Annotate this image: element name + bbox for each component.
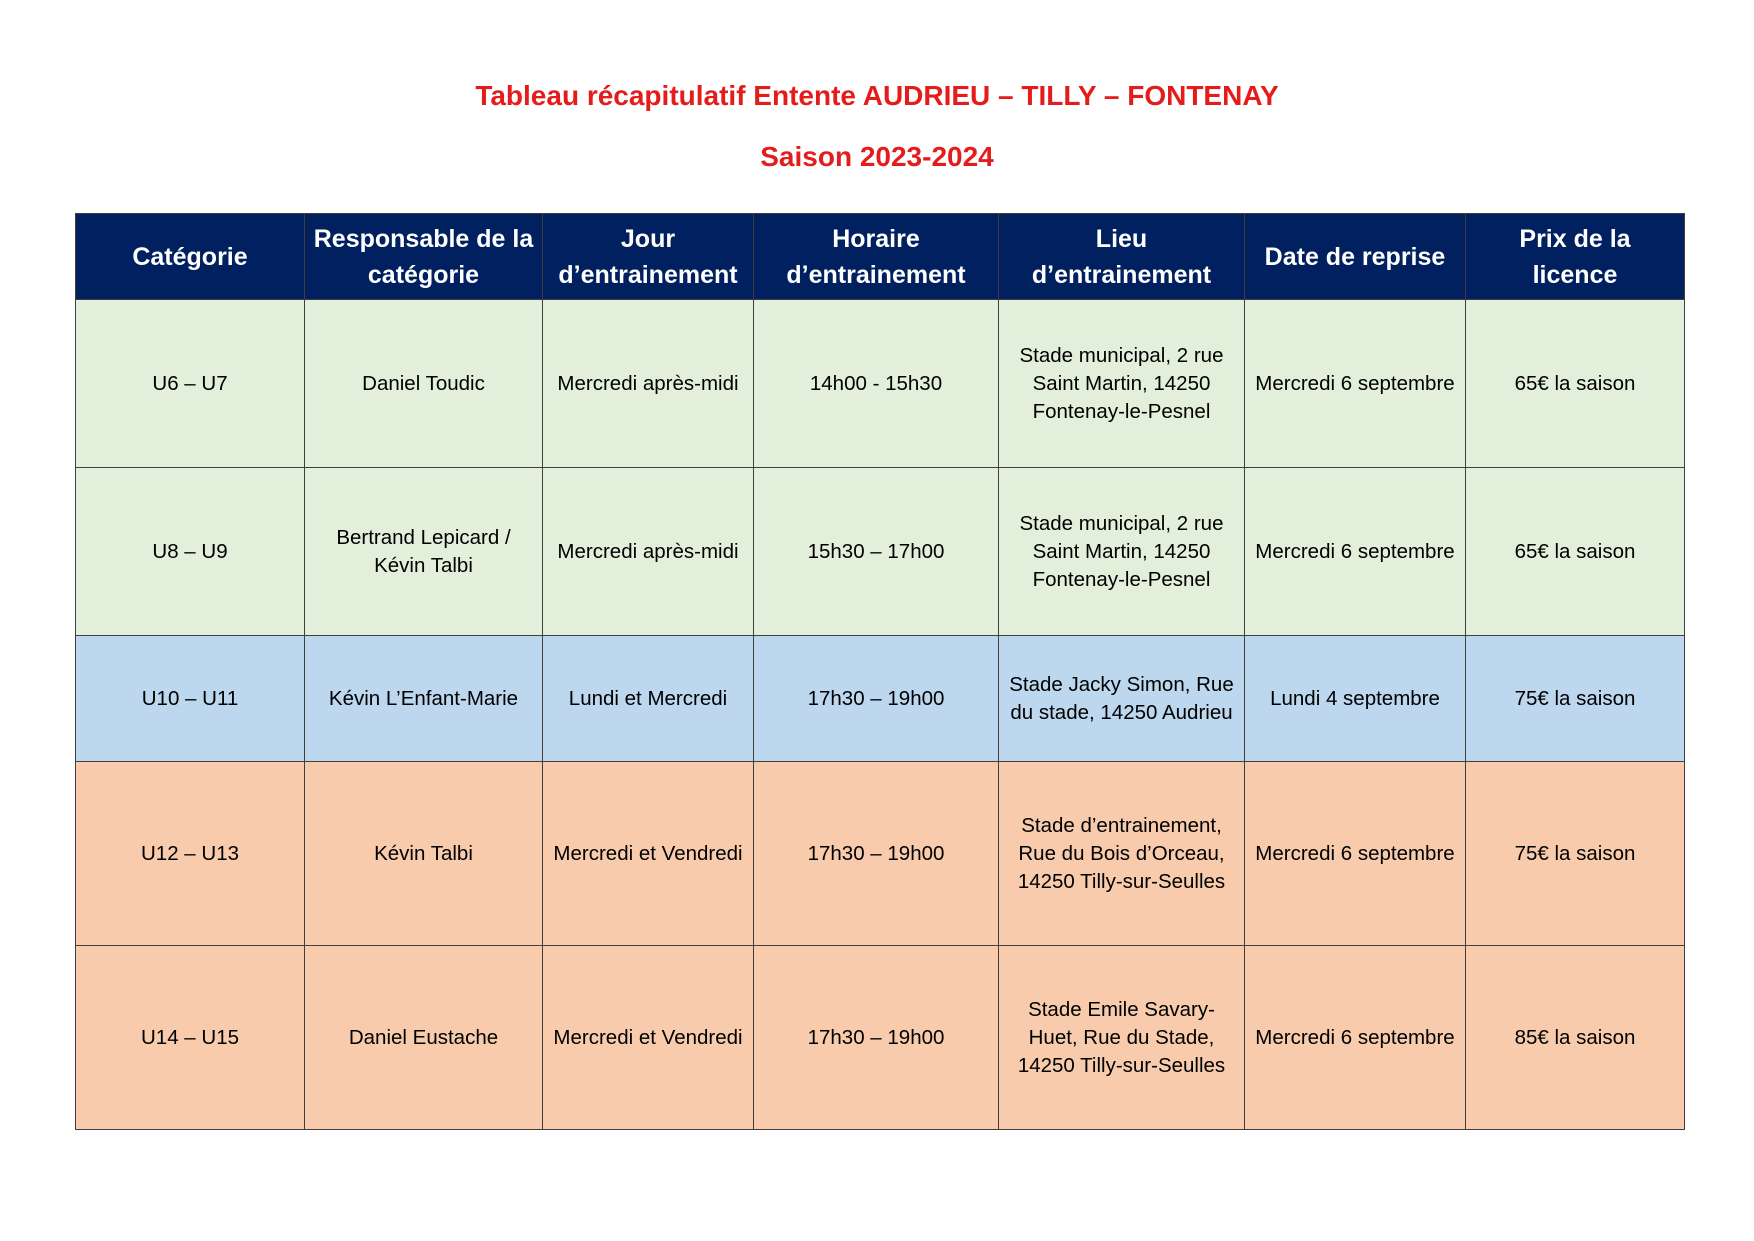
cell-jour: Mercredi après-midi <box>543 468 754 636</box>
cell-prix: 75€ la saison <box>1466 636 1685 762</box>
cell-responsable: Kévin L’Enfant-Marie <box>305 636 543 762</box>
cell-date-reprise: Mercredi 6 septembre <box>1245 762 1466 946</box>
cell-lieu: Stade Emile Savary-Huet, Rue du Stade, 14250 Tilly-sur-Seulles <box>999 946 1245 1130</box>
cell-horaire: 14h00 - 15h30 <box>754 300 999 468</box>
cell-categorie: U10 – U11 <box>76 636 305 762</box>
cell-prix: 85€ la saison <box>1466 946 1685 1130</box>
table-row <box>76 946 1685 1130</box>
cell-lieu: Stade Jacky Simon, Rue du stade, 14250 Audrieu <box>999 636 1245 762</box>
cell-horaire: 17h30 – 19h00 <box>754 636 999 762</box>
cell-prix: 65€ la saison <box>1466 468 1685 636</box>
cell-lieu: Stade municipal, 2 rue Saint Martin, 14250 Fontenay-le-Pesnel <box>999 468 1245 636</box>
summary-table <box>75 213 1685 1130</box>
cell-jour: Mercredi après-midi <box>543 300 754 468</box>
cell-jour: Mercredi et Vendredi <box>543 762 754 946</box>
cell-responsable: Kévin Talbi <box>305 762 543 946</box>
document-title: Tableau récapitulatif Entente AUDRIEU – TILLY – FONTENAY <box>475 80 1279 111</box>
cell-horaire: 15h30 – 17h00 <box>754 468 999 636</box>
table-row <box>76 468 1685 636</box>
cell-categorie: U12 – U13 <box>76 762 305 946</box>
cell-date-reprise: Mercredi 6 septembre <box>1245 946 1466 1130</box>
header-responsable: Responsable de la catégorie <box>305 214 543 300</box>
header-date-reprise: Date de reprise <box>1245 214 1466 300</box>
cell-jour: Lundi et Mercredi <box>543 636 754 762</box>
cell-horaire: 17h30 – 19h00 <box>754 946 999 1130</box>
table-header-row <box>76 214 1685 300</box>
cell-horaire: 17h30 – 19h00 <box>754 762 999 946</box>
cell-date-reprise: Lundi 4 septembre <box>1245 636 1466 762</box>
cell-lieu: Stade d’entrainement, Rue du Bois d’Orceau, 14250 Tilly-sur-Seulles <box>999 762 1245 946</box>
cell-jour: Mercredi et Vendredi <box>543 946 754 1130</box>
cell-date-reprise: Mercredi 6 septembre <box>1245 300 1466 468</box>
cell-prix: 75€ la saison <box>1466 762 1685 946</box>
cell-prix: 65€ la saison <box>1466 300 1685 468</box>
cell-categorie: U6 – U7 <box>76 300 305 468</box>
header-horaire: Horaire d’entrainement <box>754 214 999 300</box>
table-row <box>76 762 1685 946</box>
header-jour: Jour d’entrainement <box>543 214 754 300</box>
header-categorie: Catégorie <box>76 214 305 300</box>
cell-responsable: Daniel Toudic <box>305 300 543 468</box>
cell-responsable: Bertrand Lepicard / Kévin Talbi <box>305 468 543 636</box>
header-prix: Prix de la licence <box>1466 214 1685 300</box>
cell-responsable: Daniel Eustache <box>305 946 543 1130</box>
header-lieu: Lieu d’entrainement <box>999 214 1245 300</box>
document-subtitle: Saison 2023-2024 <box>760 141 994 172</box>
cell-date-reprise: Mercredi 6 septembre <box>1245 468 1466 636</box>
table-row <box>76 636 1685 762</box>
table-row <box>76 300 1685 468</box>
cell-categorie: U14 – U15 <box>76 946 305 1130</box>
cell-categorie: U8 – U9 <box>76 468 305 636</box>
cell-lieu: Stade municipal, 2 rue Saint Martin, 14250 Fontenay-le-Pesnel <box>999 300 1245 468</box>
